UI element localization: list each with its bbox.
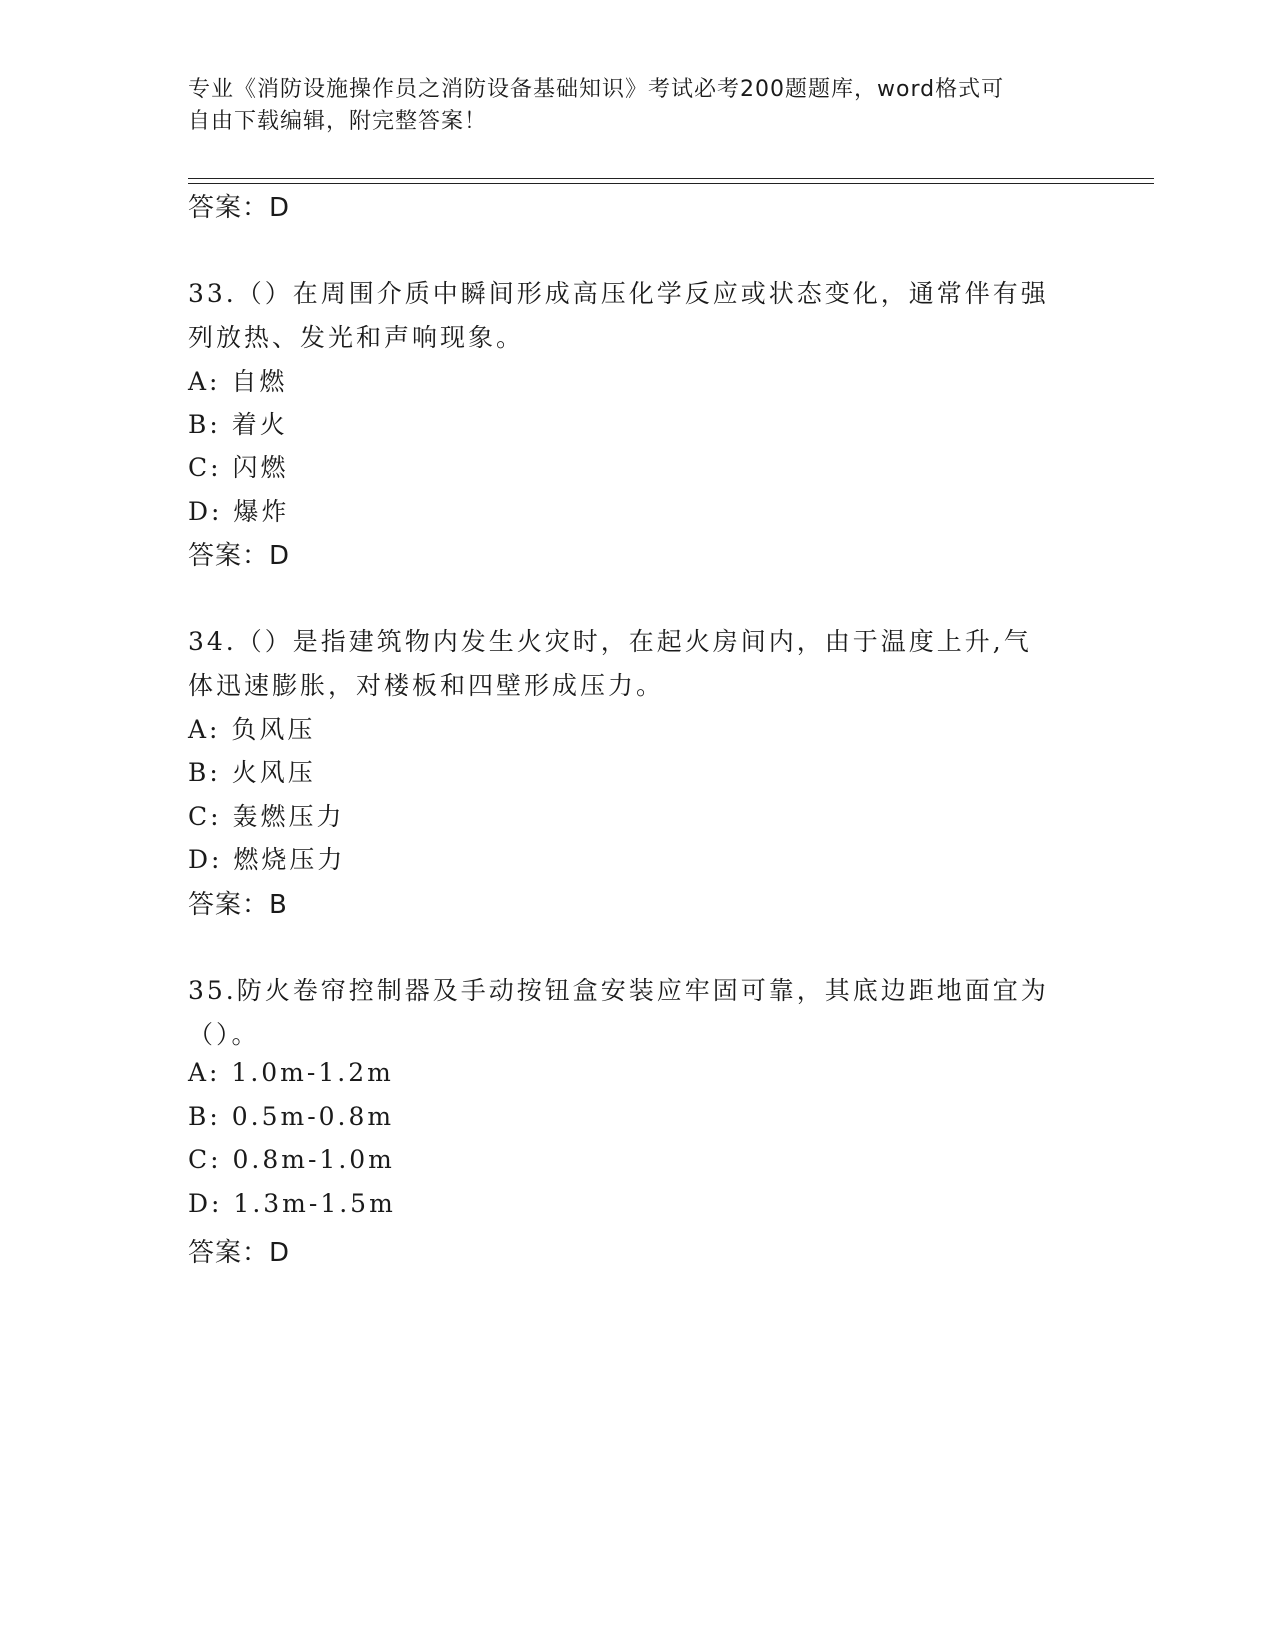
option-a: A: 1.0m-1.2m	[188, 1058, 394, 1087]
header-line-1: 专业《消防设施操作员之消防设备基础知识》考试必考200题题库，word格式可	[188, 77, 1005, 102]
answer: 答案：D	[188, 1238, 291, 1268]
option-a: A: 自燃	[188, 367, 288, 396]
option-b: B: 0.5m-0.8m	[188, 1102, 395, 1131]
question-stem-line-2: （）。	[188, 1020, 260, 1049]
option-a: A: 负风压	[188, 715, 316, 744]
option-b: B: 着火	[188, 410, 288, 439]
option-c: C: 闪燃	[188, 453, 289, 482]
answer: 答案：D	[188, 541, 291, 571]
question-stem-line-2: 列放热、发光和声响现象。	[188, 323, 525, 352]
header-divider-bottom	[188, 183, 1154, 184]
question-stem-line-1: 35.防火卷帘控制器及手动按钮盒安装应牢固可靠，其底边距地面宜为	[188, 976, 1049, 1005]
option-d: D: 爆炸	[188, 497, 290, 526]
document-header	[188, 74, 1068, 138]
option-c: C: 轰燃压力	[188, 802, 345, 831]
previous-answer: 答案：D	[188, 193, 291, 223]
question-stem-line-2: 体迅速膨胀，对楼板和四壁形成压力。	[188, 671, 665, 700]
answer: 答案：B	[188, 890, 288, 920]
question-stem-line-1: 34.（）是指建筑物内发生火灾时，在起火房间内，由于温度上升,气	[188, 627, 1032, 656]
option-d: D: 1.3m-1.5m	[188, 1189, 396, 1218]
option-d: D: 燃烧压力	[188, 845, 346, 874]
header-line-2: 自由下载编辑，附完整答案！	[188, 109, 488, 134]
option-b: B: 火风压	[188, 758, 316, 787]
question-stem-line-1: 33.（）在周围介质中瞬间形成高压化学反应或状态变化，通常伴有强	[188, 279, 1049, 308]
option-c: C: 0.8m-1.0m	[188, 1145, 395, 1174]
header-divider-top	[188, 178, 1154, 179]
